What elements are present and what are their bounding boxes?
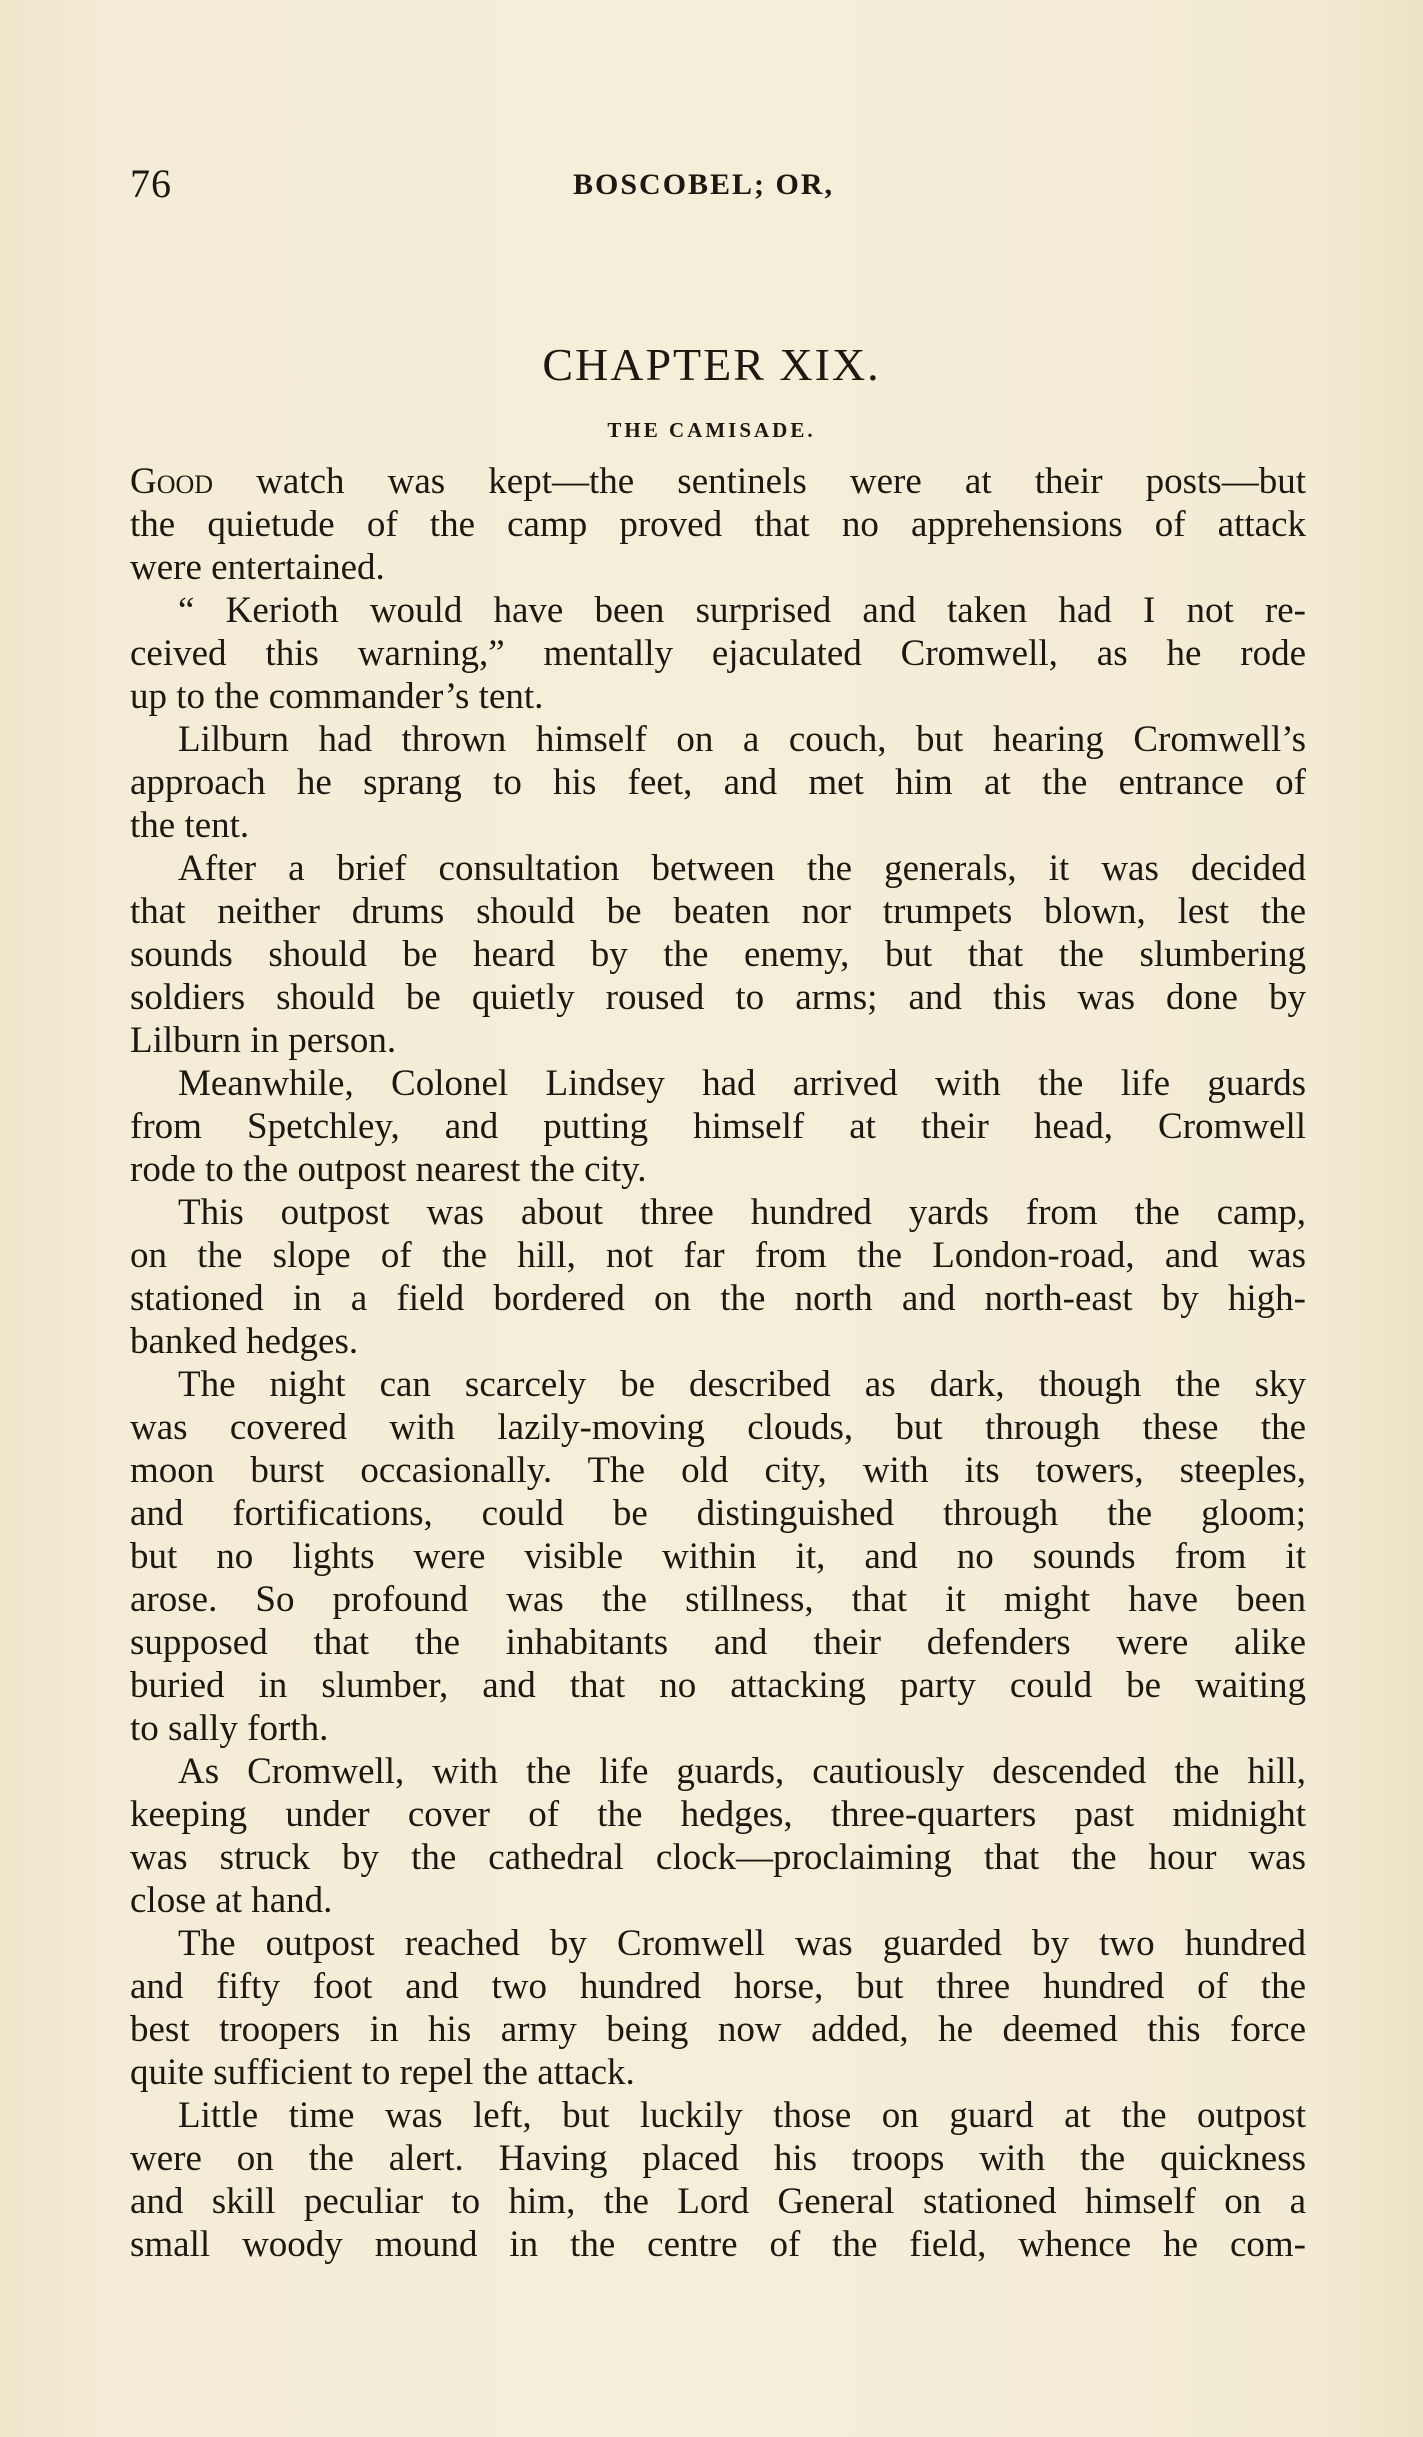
running-title: BOSCOBEL; OR, (573, 168, 835, 201)
text-line: The night can scarcely be described as dark, though the sky (178, 1364, 1306, 1405)
text-line: were on the alert. Having placed his troops with the quickness (130, 2138, 1306, 2179)
text-line: up to the commander’s tent. (130, 676, 544, 717)
text-line: buried in slumber, and that no attacking party could be waiting (130, 1665, 1306, 1706)
text-line: were entertained. (130, 547, 385, 588)
text-line: This outpost was about three hundred yards from the camp, (178, 1192, 1306, 1233)
text-line: and skill peculiar to him, the Lord General stationed himself on a (130, 2181, 1306, 2222)
text-line: Lilburn in person. (130, 1020, 397, 1061)
running-head (130, 160, 1298, 210)
text-line: arose. So profound was the stillness, that it might have been (130, 1579, 1306, 1620)
text-line: and fortifications, could be distinguished through the gloom; (130, 1493, 1306, 1534)
text-line: supposed that the inhabitants and their defenders were alike (130, 1622, 1306, 1663)
text-line: was covered with lazily-moving clouds, but through these the (130, 1407, 1306, 1448)
text-line: ceived this warning,” mentally ejaculated Cromwell, as he rode (130, 633, 1306, 674)
text-line: soldiers should be quietly roused to arms; and this was done by (130, 977, 1306, 1018)
text-line: rode to the outpost nearest the city. (130, 1149, 647, 1190)
text-line: small woody mound in the centre of the field, whence he com- (130, 2224, 1306, 2265)
text-line: Little time was left, but luckily those on guard at the outpost (178, 2095, 1306, 2136)
text-line: Lilburn had thrown himself on a couch, but hearing Cromwell’s (178, 719, 1306, 760)
text-line: from Spetchley, and putting himself at their head, Cromwell (130, 1106, 1306, 1147)
text-line: to sally forth. (130, 1708, 329, 1749)
text-line: Good watch was kept—the sentinels were at their posts—but (130, 461, 1306, 502)
opening-word: Good (130, 461, 214, 502)
text-line: the tent. (130, 805, 250, 846)
text-line: that neither drums should be beaten nor trumpets blown, lest the (130, 891, 1306, 932)
chapter-subtitle: THE CAMISADE. (607, 418, 816, 442)
text-line: the quietude of the camp proved that no apprehensions of attack (130, 504, 1306, 545)
text-line: sounds should be heard by the enemy, but that the slumbering (130, 934, 1306, 975)
text-line: on the slope of the hill, not far from the London-road, and was (130, 1235, 1306, 1276)
text-line: approach he sprang to his feet, and met him at the entrance of (130, 762, 1306, 803)
page-number: 76 (130, 161, 172, 206)
text-line: but no lights were visible within it, and no sounds from it (130, 1536, 1306, 1577)
text-line: stationed in a field bordered on the north and north-east by high- (130, 1278, 1306, 1319)
text-line: keeping under cover of the hedges, three-quarters past midnight (130, 1794, 1306, 1835)
text-line: quite sufficient to repel the attack. (130, 2052, 635, 2093)
text-line: was struck by the cathedral clock—proclaiming that the hour was (130, 1837, 1306, 1878)
text-line: banked hedges. (130, 1321, 359, 1362)
chapter-title: CHAPTER XIX. (542, 339, 881, 390)
text-line: close at hand. (130, 1880, 333, 1921)
text-line: The outpost reached by Cromwell was guarded by two hundred (178, 1923, 1306, 1964)
text-line: “ Kerioth would have been surprised and taken had I not re- (178, 590, 1306, 631)
body-text (130, 460, 1306, 2266)
text-line: After a brief consultation between the generals, it was decided (178, 848, 1306, 889)
text-line: Meanwhile, Colonel Lindsey had arrived with the life guards (178, 1063, 1306, 1104)
text-line: moon burst occasionally. The old city, with its towers, steeples, (130, 1450, 1306, 1491)
text-line: best troopers in his army being now added, he deemed this force (130, 2009, 1306, 2050)
text-line: As Cromwell, with the life guards, cautiously descended the hill, (178, 1751, 1306, 1792)
text-line: and fifty foot and two hundred horse, but three hundred of the (130, 1966, 1306, 2007)
